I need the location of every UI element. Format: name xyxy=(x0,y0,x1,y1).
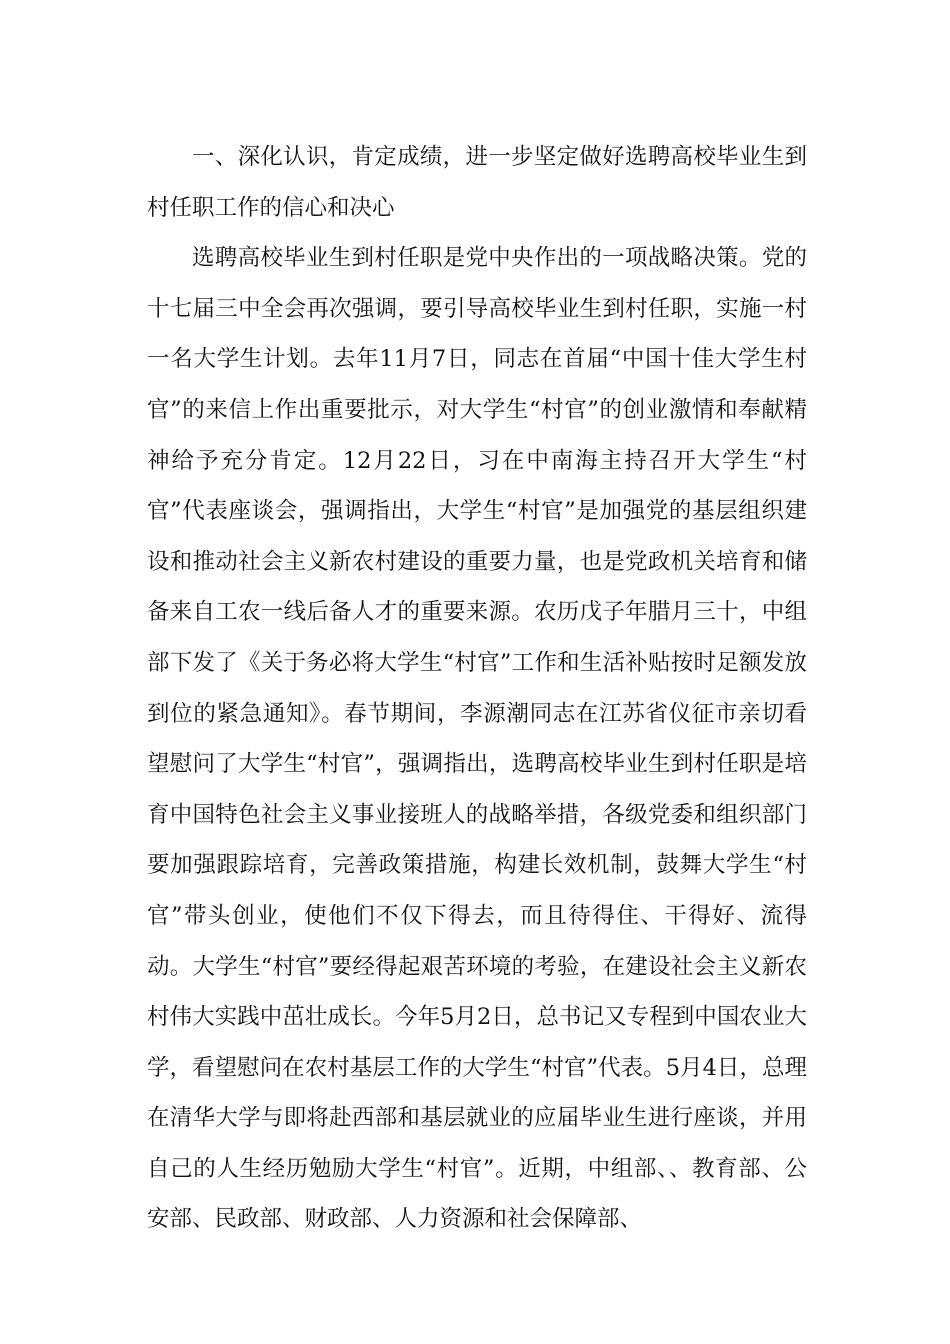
document-body xyxy=(147,132,807,1245)
body-paragraph: 选聘高校毕业生到村任职是党中央作出的一项战略决策。党的十七届三中全会再次强调，要引导高校毕业生到村任职，实施一村一名大学生计划。去年11月7日，同志在首届“中国十佳大学生村官”的来信上作出重要批示，对大学生“村官”的创业激情和奉献精神给予充分肯定。12月22日，习在中南海主持召开大学生“村官”代表座谈会，强调指出，大学生“村官”是加强党的基层组织建设和推动社会主义新农村建设的重要力量，也是党政机关培育和储备来自工农一线后备人才的重要来源。农历戊子年腊月三十，中组部下发了《关于务必将大学生“村官”工作和生活补贴按时足额发放到位的紧急通知》。春节期间，李源潮同志在江苏省仪征市亲切看望慰问了大学生“村官”，强调指出，选聘高校毕业生到村任职是培育中国特色社会主义事业接班人的战略举措，各级党委和组织部门要加强跟踪培育，完善政策措施，构建长效机制，鼓舞大学生“村官”带头创业，使他们不仅下得去，而且待得住、干得好、流得动。大学生“村官”要经得起艰苦环境的考验，在建设社会主义新农村伟大实践中茁壮成长。今年5月2日，总书记又专程到中国农业大学，看望慰问在农村基层工作的大学生“村官”代表。5月4日，总理在清华大学与即将赴西部和基层就业的应届毕业生进行座谈，并用自己的人生经历勉励大学生“村官”。近期，中组部、、教育部、公安部、民政部、财政部、人力资源和社会保障部、 xyxy=(147,245,807,1233)
section-heading: 一、深化认识，肯定成绩，进一步坚定做好选聘高校毕业生到村任职工作的信心和决心 xyxy=(147,144,807,221)
